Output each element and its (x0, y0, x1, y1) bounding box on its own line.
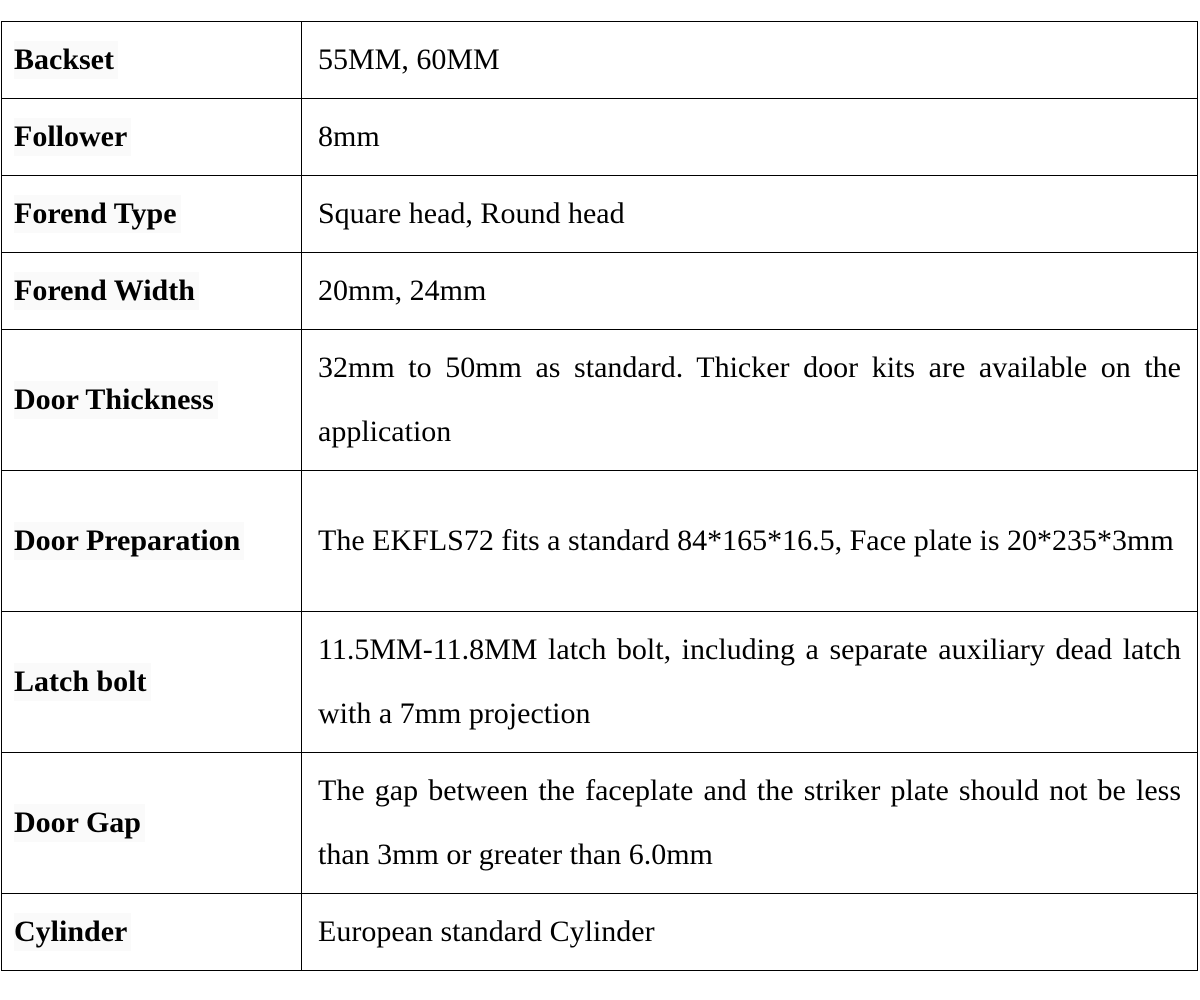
row-label-backset: Backset (2, 22, 302, 99)
row-value-forend-type: Square head, Round head (302, 176, 1198, 253)
table-row (2, 894, 1198, 971)
table-row (2, 330, 1198, 471)
table-row (2, 253, 1198, 330)
row-value-door-gap: The gap between the faceplate and the striker plate should not be less than 3mm or greater than 6.0mm (302, 753, 1198, 894)
row-label-forend-width: Forend Width (2, 253, 302, 330)
row-label-cylinder: Cylinder (2, 894, 302, 971)
row-value-door-thickness: 32mm to 50mm as standard. Thicker door kits are available on the application (302, 330, 1198, 471)
row-value-cylinder: European standard Cylinder (302, 894, 1198, 971)
row-value-follower: 8mm (302, 99, 1198, 176)
row-label-follower: Follower (2, 99, 302, 176)
row-value-door-preparation: The EKFLS72 fits a standard 84*165*16.5, Face plate is 20*235*3mm (302, 471, 1198, 612)
row-label-door-preparation: Door Preparation (2, 471, 302, 612)
table-row (2, 176, 1198, 253)
table-row (2, 753, 1198, 894)
row-label-forend-type: Forend Type (2, 176, 302, 253)
row-label-door-thickness: Door Thickness (2, 330, 302, 471)
table-row (2, 99, 1198, 176)
spec-table (1, 21, 1198, 971)
row-value-forend-width: 20mm, 24mm (302, 253, 1198, 330)
table-row (2, 471, 1198, 612)
row-label-latch-bolt: Latch bolt (2, 612, 302, 753)
row-value-backset: 55MM, 60MM (302, 22, 1198, 99)
row-value-latch-bolt: 11.5MM-11.8MM latch bolt, including a separate auxiliary dead latch with a 7mm projection (302, 612, 1198, 753)
table-row (2, 22, 1198, 99)
row-label-door-gap: Door Gap (2, 753, 302, 894)
table-row (2, 612, 1198, 753)
